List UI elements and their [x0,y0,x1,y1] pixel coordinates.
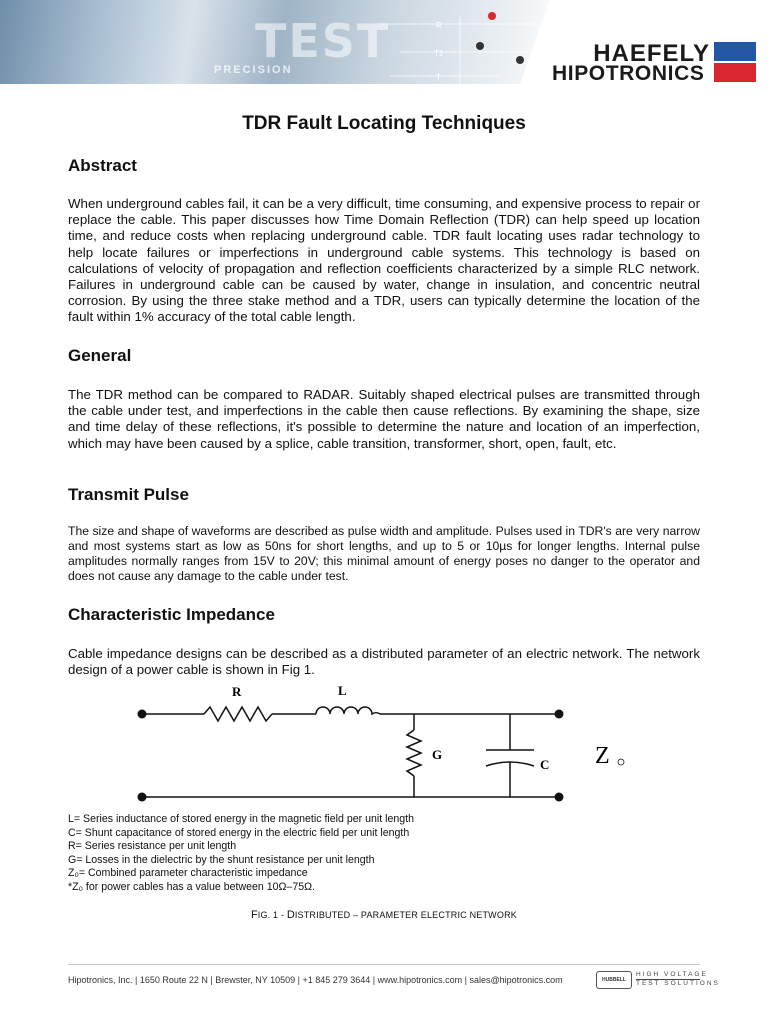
caption-text: ISTRIBUTED – PARAMETER ELECTRIC NETWORK [294,910,517,920]
logo-blue-block [714,42,756,61]
terminal-dot [138,710,147,719]
logo-red-block [714,63,756,82]
banner-label-r: R [436,21,442,30]
legend-item: *Z₀ for power cables has a value between 10Ω–75Ω. [68,880,315,893]
terminal-dot [555,793,564,802]
legend-item: R= Series resistance per unit length [68,840,237,852]
banner-black-terminal [476,42,484,50]
abstract-text: When underground cables fail, it can be a very difficult, time consuming, and expensive process to repair or replace the cable. This paper discusses how Time Domain Reflection (TDR) can help speed up location time, and reduce costs when replacing underground cable. TDR fault locating uses radar technology to help locate failures or imperfections in underground cable systems. This technology is based on calculations of velocity of propagation and reflection coefficients characterized by a simple RLC network. Failures in underground cable can be caused by water, change in insulation, and concentric neutral corrosion. By using the three stake method and a TDR, users can typically determine the location of the fault within 1% accuracy of the total cable length. [68,196,700,325]
label-g: G [432,747,443,762]
label-l: L [338,683,347,698]
banner-label-t: T [436,73,441,82]
legend-item: Z₀= Combined parameter characteristic impedance [68,867,308,879]
label-r: R [232,684,242,699]
label-z: Z [595,743,610,769]
z-subscript-zero [618,759,624,765]
abstract-heading: Abstract [68,156,137,175]
figure-legend [68,813,414,894]
logo-haefely: HAEFELY [593,40,710,67]
legend-item: C= Shunt capacitance of stored energy in the electric field per unit length [68,826,410,839]
terminal-dot [555,710,564,719]
rlc-network-diagram [134,682,634,806]
tagline-divider [636,979,700,980]
tagline-line1: HIGH VOLTAGE [636,971,708,978]
impedance-text: Cable impedance designs can be described as a distributed parameter of an electric network. The network design of a power cable is shown in Fig 1. [68,646,700,678]
banner-black-terminal [516,56,524,64]
page-header [0,0,768,84]
caption-fig-number: IG. 1 - [257,910,287,920]
banner-label-t1: T1 [434,49,444,58]
general-text: The TDR method can be compared to RADAR. Suitably shaped electrical pulses are transmitted through the cable under test, and imperfections in the cable then cause reflections. By examining the shape, size and time delay of these reflections, it's possible to determine the nature and location of an imperfection, which may have been caused by a splice, cable transition, transformer, short, open, fault, etc. [68,387,700,451]
transmit-pulse-text: The size and shape of waveforms are described as pulse width and amplitude. Pulses used in TDR's are very narrow and most systems start as low as 50ns for short lengths, and up to 5 or 10µs for longer lengths. Internal pulse amplitudes normally ranges from 15V to 20V; this minimal amount of energy poses no danger to the operator and does not cause any damage to the cable under test. [68,524,700,583]
footer-contact: Hipotronics, Inc. | 1650 Route 22 N | Brewster, NY 10509 | +1 845 279 3644 | www.hipotronics.com | sales@hipotronics.com [68,975,563,985]
legend-item: L= Series inductance of stored energy in the magnetic field per unit length [68,813,414,825]
caption-initial-d: D [286,909,295,921]
caption-initial: F [251,909,258,921]
label-c: C [540,757,550,772]
resistor-r [204,707,272,721]
banner-red-terminal [488,12,496,20]
legend-item: G= Losses in the dielectric by the shunt resistance per unit length [68,853,375,866]
header-banner-image [0,0,560,84]
banner-subword: PRECISION [214,64,293,76]
general-heading: General [68,346,132,365]
impedance-heading: Characteristic Impedance [68,605,275,624]
tagline-line2: TEST SOLUTIONS [636,980,720,987]
banner-word: TEST [255,14,391,68]
inductor-l [316,707,380,714]
footer-divider [68,964,700,965]
hubbell-logo: HUBBELL [596,971,632,989]
transmit-pulse-heading: Transmit Pulse [68,485,189,504]
page-title: TDR Fault Locating Techniques [242,113,526,134]
terminal-dot [138,793,147,802]
logo-hipotronics: HIPOTRONICS [552,62,705,84]
resistor-g [407,730,421,776]
figure-caption [0,909,768,921]
